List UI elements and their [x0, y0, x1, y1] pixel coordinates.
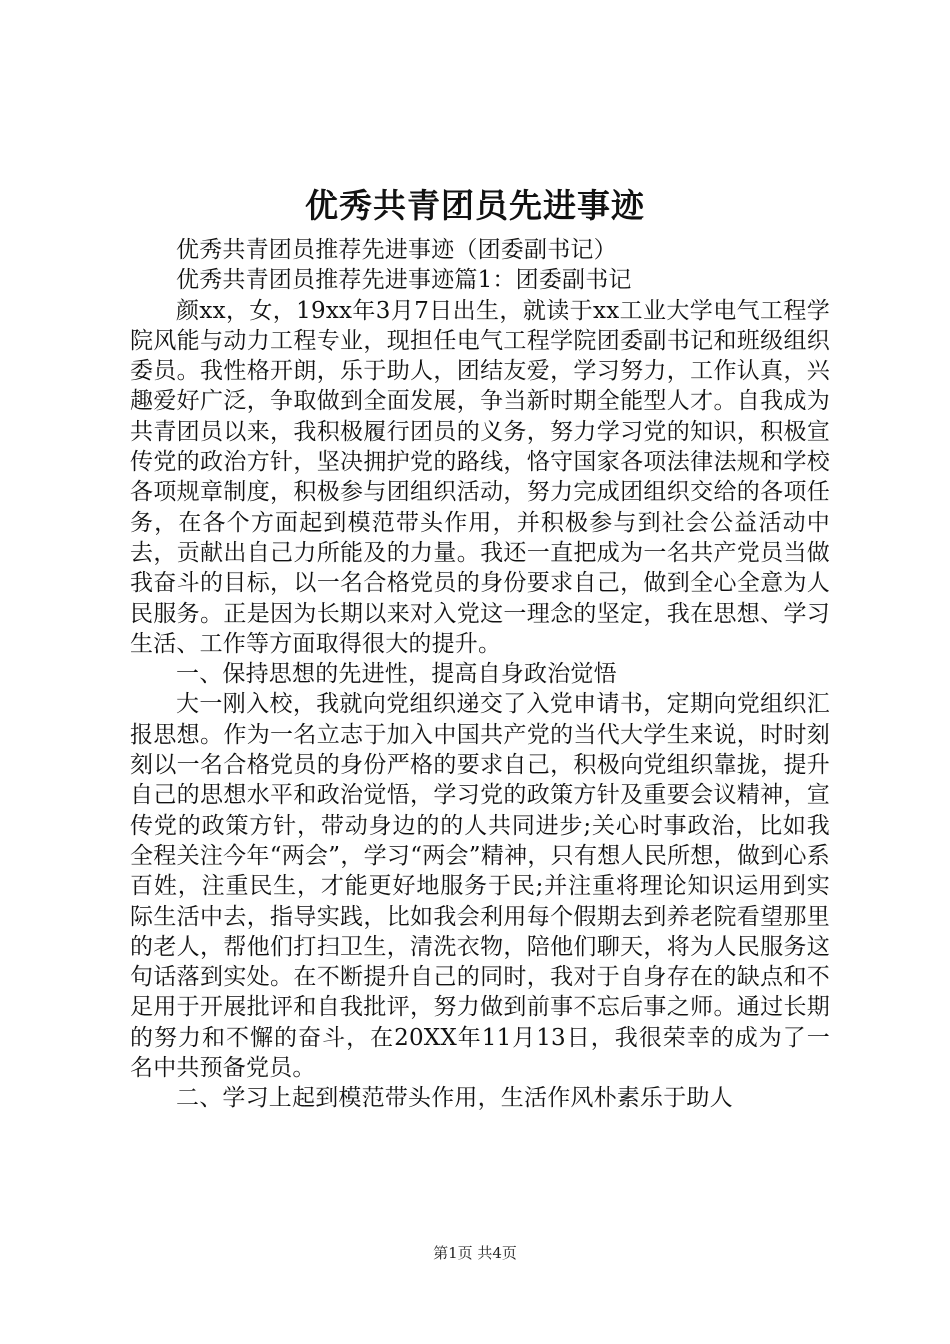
paragraph-section-heading: 优秀共青团员推荐先进事迹篇1：团委副书记	[176, 267, 632, 294]
paragraph-heading-one: 一、保持思想的先进性，提高自身政治觉悟	[176, 661, 617, 688]
document-body	[130, 235, 830, 1114]
paragraph-heading-two: 二、学习上起到模范带头作用，生活作风朴素乐于助人	[176, 1085, 733, 1112]
page-footer: 第1页 共4页	[433, 1244, 517, 1262]
paragraph-subtitle: 优秀共青团员推荐先进事迹（团委副书记）	[176, 237, 617, 263]
document-title: 优秀共青团员先进事迹	[305, 186, 645, 225]
paragraph-political-awareness: 大一刚入校，我就向党组织递交了入党申请书，定期向党组织汇报思想。作为一名立志于加入中国共产党的当代大学生来说，时时刻刻以一名合格党员的身份严格的要求自己，积极向党组织靠拢，提升自己的思想水平和政治觉悟，学习党的政策方针及重要会议精神，宣传党的政策方针，带动身边的的人共同进步;关心时事政治，比如我全程关注今年“两会”，学习“两会”精神，只有想人民所想，做到心系百姓，注重民生，才能更好地服务于民;并注重将理论知识运用到实际生活中去，指导实践，比如我会利用每个假期去到养老院看望那里的老人，帮他们打扫卫生，清洗衣物，陪他们聊天，将为人民服务这句话落到实处。在不断提升自己的同时，我对于自身存在的缺点和不足用于开展批评和自我批评，努力做到前事不忘后事之师。通过长期的努力和不懈的奋斗，在20XX年11月13日，我很荣幸的成为了一名中共预备党员。	[130, 691, 830, 1082]
paragraph-introduction: 颜xx，女，19xx年3月7日出生，就读于xx工业大学电气工程学院风能与动力工程专业，现担任电气工程学院团委副书记和班级组织委员。我性格开朗，乐于助人，团结友爱，学习努力，工作认真，兴趣爱好广泛，争取做到全面发展，争当新时期全能型人才。自我成为共青团员以来，我积极履行团员的义务，努力学习党的知识，积极宣传党的政治方针，坚决拥护党的路线，恪守国家各项法律法规和学校各项规章制度，积极参与团组织活动，努力完成团组织交给的各项任务，在各个方面起到模范带头作用，并积极参与到社会公益活动中去，贡献出自己力所能及的力量。我还一直把成为一名共产党员当做我奋斗的目标，以一名合格党员的身份要求自己，做到全心全意为人民服务。正是因为长期以来对入党这一理念的坚定，我在思想、学习生活、工作等方面取得很大的提升。	[130, 297, 830, 657]
